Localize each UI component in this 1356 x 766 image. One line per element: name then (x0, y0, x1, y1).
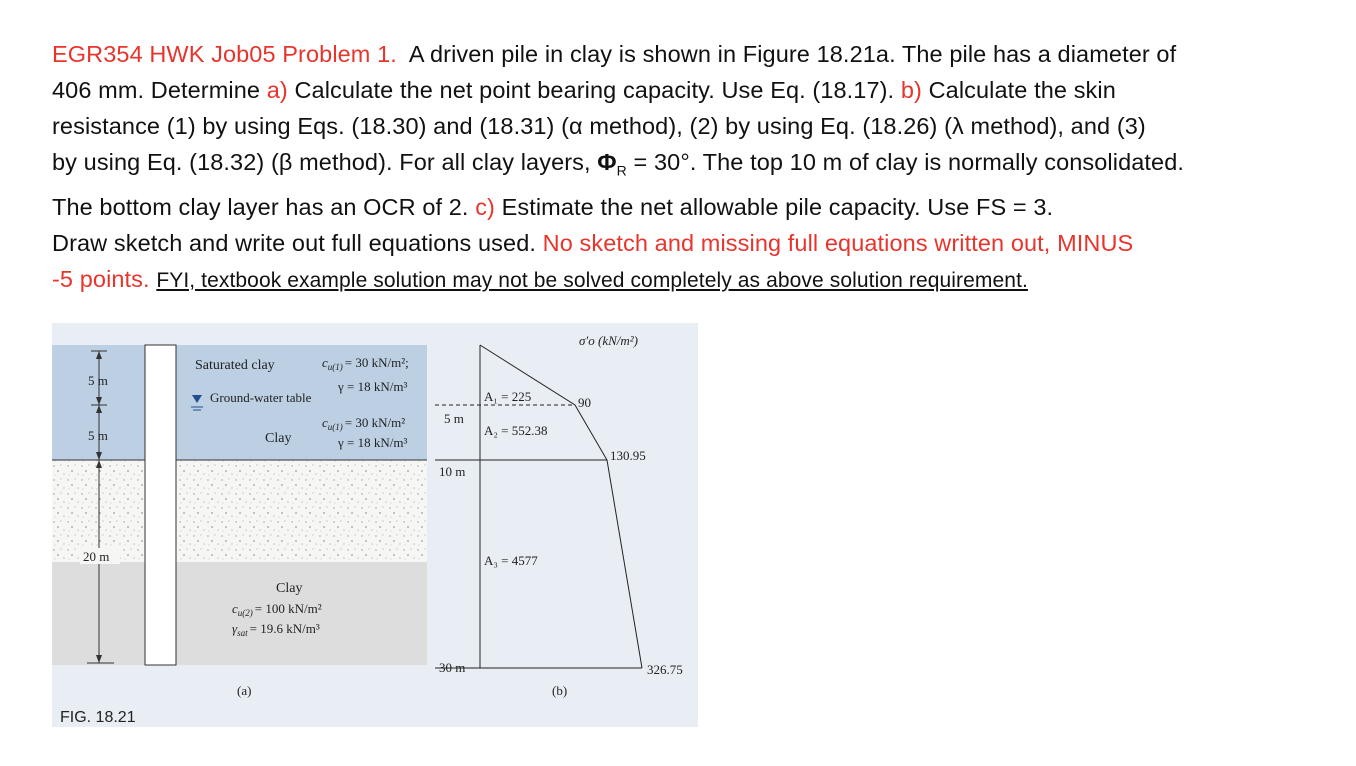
problem-line-3 (52, 108, 1314, 144)
layer2-gamma: γ = 18 kN/m³ (338, 435, 408, 450)
stress-value-130: 130.95 (610, 448, 646, 463)
phi-value: = 30°. The top 10 m of clay is normally consolidated. (633, 149, 1185, 175)
figure-drawing (52, 323, 698, 727)
dim-5m-mid: 5 m (88, 428, 108, 443)
phi-symbol: Φ (597, 149, 617, 175)
gwt-label: Ground-water table (210, 390, 312, 405)
part-b-text-2: resistance (1) by using Eqs. (18.30) and (18.31) (α method), (2) by using Eq. (18.26) (λ method), and (3) (52, 113, 1146, 139)
part-a-text: Calculate the net point bearing capacity. Use Eq. (18.17). (294, 77, 895, 103)
problem-line-5 (52, 189, 1314, 225)
layer1-name: Saturated clay (195, 358, 275, 373)
depth-30m-label: 30 m (439, 660, 466, 675)
depth-5m-label: 5 m (444, 411, 464, 426)
layer2-cu: $c_{u(1)} = 30$ kN/m² (322, 415, 406, 432)
dim-20m: 20 m (83, 549, 110, 564)
fyi-note: FYI, textbook example solution may not be solved completely as above solution requirement. (156, 268, 1028, 292)
area-a1: A₁ = 225 (484, 389, 532, 404)
part-b-text-3: by using Eq. (18.32) (β method). For all clay layers, (52, 149, 591, 175)
bottom-layer-text: The bottom clay layer has an OCR of 2. (52, 193, 469, 220)
problem-statement (52, 36, 1314, 299)
part-a-label: a) (266, 77, 288, 103)
penalty-text-2: -5 points. (52, 265, 150, 292)
intro-text-1: A driven pile in clay is shown in Figure 18.21a. The pile has a diameter of (408, 41, 1177, 67)
layer1-cu: $c_{u(1)} = 30$ kN/m²; (322, 355, 409, 372)
penalty-text-1: No sketch and missing full equations written out, MINUS (542, 229, 1134, 256)
sketch-instruction: Draw sketch and write out full equations used. (52, 229, 536, 256)
problem-line-1 (52, 36, 1314, 72)
part-b-text-1: Calculate the skin (928, 77, 1116, 103)
problem-line-4 (52, 144, 1314, 189)
area-a2: A₂ = 552.38 (484, 423, 548, 438)
intro-text-2: 406 mm. Determine (52, 77, 261, 103)
area-a3: A₃ = 4577 (484, 553, 538, 568)
problem-line-2 (52, 72, 1314, 108)
phi-subscript: R (616, 162, 627, 179)
problem-heading: EGR354 HWK Job05 Problem 1. (52, 41, 397, 67)
figure-caption: FIG. 18.21 (60, 709, 136, 726)
layer1-gamma: γ = 18 kN/m³ (338, 379, 408, 394)
pile (145, 345, 176, 665)
part-b-label: (b) (552, 683, 568, 698)
stress-axis-title: σ′o (kN/m²) (579, 333, 639, 348)
dim-5m-top: 5 m (88, 373, 108, 388)
part-c-label: c) (475, 193, 495, 220)
layer3-cu: $c_{u(2)} = 100$ kN/m² (232, 601, 322, 618)
layer2-name: Clay (265, 431, 292, 446)
layer3-gamma: $\gamma_{sat} = 19.6$ kN/m³ (232, 621, 320, 638)
stress-value-326: 326.75 (647, 662, 683, 677)
depth-10m-label: 10 m (439, 464, 466, 479)
problem-line-6 (52, 225, 1314, 261)
part-a-label: (a) (237, 683, 252, 698)
figure-18-21 (52, 323, 698, 727)
problem-line-7 (52, 261, 1314, 299)
layer3-name: Clay (276, 581, 303, 596)
stress-value-90: 90 (578, 395, 591, 410)
part-c-text: Estimate the net allowable pile capacity. Use FS = 3. (501, 193, 1054, 220)
part-b-label: b) (900, 77, 922, 103)
speckled-clay-layer (52, 460, 427, 562)
